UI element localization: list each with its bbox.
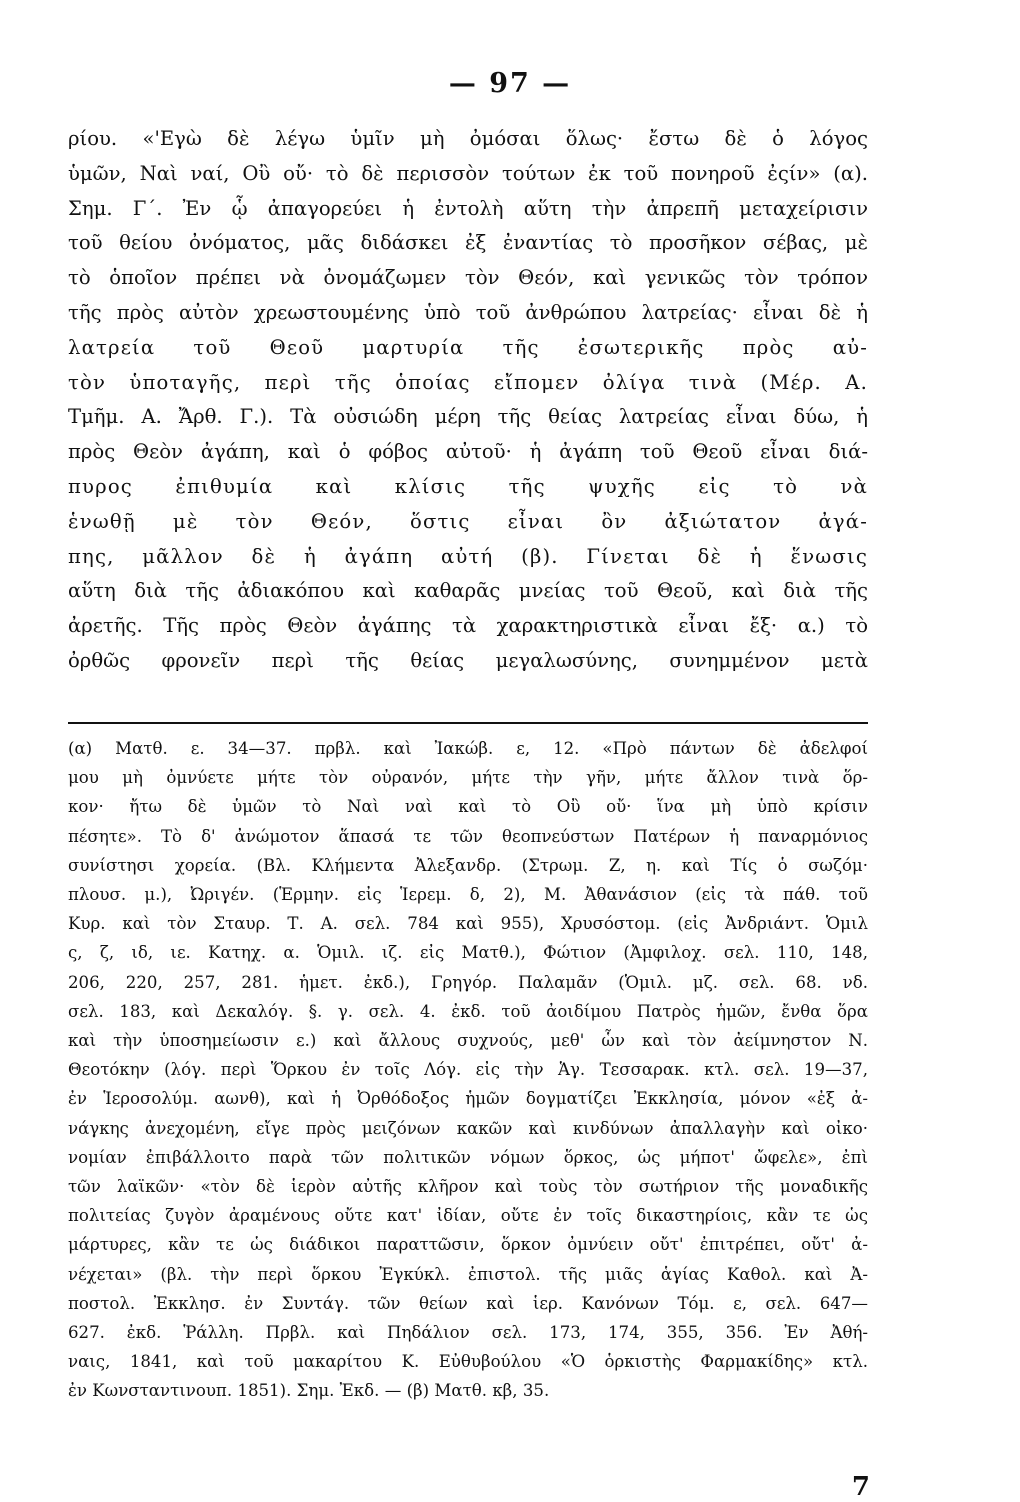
main-text-body — [68, 122, 868, 679]
footnote-line: 206, 220, 257, 281. ἡμετ. ἐκδ.), Γρηγόρ. Παλαμᾶν (Ὁμιλ. μζ. σελ. 68. νδ. — [68, 972, 868, 992]
page-number: — 97 — — [448, 68, 572, 99]
text-line: τῆς πρὸς αὐτὸν χρεωστουμένης ὑπὸ τοῦ ἀνθρώπου λατρείας· εἶναι δὲ ἡ — [68, 300, 868, 324]
footnote-divider — [68, 722, 868, 724]
footnote-line: Κυρ. καὶ τὸν Σταυρ. Τ. Α. σελ. 784 καὶ 955), Χρυσόστομ. (εἰς Ἀνδριάντ. Ὁμιλ — [68, 914, 868, 934]
signature-mark: 7 — [851, 1472, 870, 1502]
footnote-line: 627. ἐκδ. Ῥάλλη. Πρβλ. καὶ Πηδάλιον σελ. 173, 174, 355, 356. Ἐν Ἀθή- — [68, 1323, 868, 1343]
footnote-line: Θεοτόκην (λόγ. περὶ Ὅρκου ἐν τοῖς Λόγ. εἰς τὴν Ἁγ. Τεσσαρακ. κτλ. σελ. 19—37, — [68, 1060, 868, 1080]
text-line: πυρος ἐπιθυμία καὶ κλίσις τῆς ψυχῆς εἰς τὸ νὰ — [68, 474, 868, 498]
text-line: ρίου. «'Εγὼ δὲ λέγω ὑμῖν μὴ ὀμόσαι ὅλως· ἔστω δὲ ὁ λόγος — [68, 127, 868, 150]
footnote-line: κον· ἤτω δὲ ὑμῶν τὸ Ναὶ ναὶ καὶ τὸ Οὒ οὔ· ἵνα μὴ ὑπὸ κρίσιν — [68, 797, 868, 817]
text-line: λατρεία τοῦ Θεοῦ μαρτυρία τῆς ἐσωτερικῆς πρὸς αὐ- — [68, 335, 868, 359]
footnote-line: τῶν λαϊκῶν· «τὸν δὲ ἱερὸν αὐτῆς κλῆρον καὶ τοὺς τὸν σωτήριον τῆς μοναδικῆς — [68, 1177, 868, 1197]
footnote-line: νομίαν ἐπιβάλλοιτο παρὰ τῶν πολιτικῶν νόμων ὅρκος, ὡς μήποτ' ὤφελε», ἐπὶ — [68, 1147, 868, 1167]
footnote-line: ποστολ. Ἐκκλησ. ἐν Συντάγ. τῶν θείων καὶ ἱερ. Κανόνων Τόμ. ε, σελ. 647— — [68, 1293, 868, 1313]
footnote-line: νάγκης ἀνεχομένη, εἴγε πρὸς μειζόνων κακῶν καὶ κινδύνων ἀπαλλαγὴν καὶ οἰκο· — [68, 1118, 868, 1138]
footnote-line: πέσητε». Τὸ δ' ἀνώμοτον ἅπασά τε τῶν θεοπνεύστων Πατέρων ἡ παναρμόνιος — [68, 826, 868, 846]
text-line: αὕτη διὰ τῆς ἀδιακόπου καὶ καθαρᾶς μνείας τοῦ Θεοῦ, καὶ διὰ τῆς — [68, 579, 868, 603]
text-line: τὸ ὁποῖον πρέπει νὰ ὀνομάζωμεν τὸν Θεόν, καὶ γενικῶς τὸν τρόπον — [68, 266, 868, 290]
footnote-line: ναις, 1841, καὶ τοῦ μακαρίτου Κ. Εὐθυβούλου «Ὁ ὁρκιστὴς Φαρμακίδης» κτλ. — [68, 1352, 868, 1372]
text-line: Τμῆμ. Α. Ἄρθ. Γ.). Τὰ οὐσιώδη μέρη τῆς θείας λατρείας εἶναι δύω, ἡ — [68, 405, 868, 429]
text-line: ἑνωθῇ μὲ τὸν Θεόν, ὅστις εἶναι ὂν ἀξιώτατον ἀγά- — [68, 509, 868, 533]
text-line: πρὸς Θεὸν ἀγάπη, καὶ ὁ φόβος αὐτοῦ· ἡ ἀγάπη τοῦ Θεοῦ εἶναι διά- — [68, 440, 868, 464]
footnote-line: μάρτυρες, κἂν τε ὡς διάδικοι παραττῶσιν, ὅρκον ὀμνύειν οὔτ' ἐπιτρέπει, οὔτ' ἀ- — [68, 1235, 868, 1255]
footnote-line: πλουσ. μ.), Ὠριγέν. (Ἑρμην. εἰς Ἱερεμ. δ, 2), Μ. Ἀθανάσιον (εἰς τὰ πάθ. τοῦ — [68, 885, 868, 905]
footnote-line: (α) Ματθ. ε. 34—37. πρβλ. καὶ Ἰακώβ. ε, 12. «Πρὸ πάντων δὲ ἀδελφοί — [68, 739, 868, 758]
text-line: ἀρετῆς. Τῆς πρὸς Θεὸν ἀγάπης τὰ χαρακτηριστικὰ εἶναι ἔξ· α.) τὸ — [68, 614, 868, 638]
footnote-line: νέχεται» (βλ. τὴν περὶ ὅρκου Ἐγκύκλ. ἐπιστολ. τῆς μιᾶς ἁγίας Καθολ. καὶ Ἀ- — [68, 1264, 868, 1284]
text-line: ὀρθῶς φρονεῖν περὶ τῆς θείας μεγαλωσύνης, συνημμένον μετὰ — [68, 648, 868, 672]
footnotes — [68, 734, 868, 1406]
footnote-line: καὶ τὴν ὑποσημείωσιν ε.) καὶ ἄλλους συχνούς, μεθ' ὧν καὶ τὸν ἀείμνηστον Ν. — [68, 1031, 868, 1051]
text-line: πης, μᾶλλον δὲ ἡ ἀγάπη αὐτή (β). Γίνεται δὲ ἡ ἕνωσις — [68, 544, 868, 568]
footnote-line: μου μὴ ὀμνύετε μήτε τὸν οὐρανόν, μήτε τὴν γῆν, μήτε ἄλλον τινὰ ὅρ- — [68, 768, 868, 788]
text-line: Σημ. Γ΄. Ἐν ᾧ ἀπαγορεύει ἡ ἐντολὴ αὕτη τὴν ἀπρεπῆ μεταχείρισιν — [68, 196, 868, 220]
footnote-line: συνίστησι χορεία. (Βλ. Κλήμεντα Ἀλεξανδρ. (Στρωμ. Ζ, η. καὶ Τίς ὁ σωζόμ· — [68, 855, 868, 875]
footnote-line: πολιτείας ζυγὸν ἀραμένους οὔτε κατ' ἰδίαν, οὔτε ἐν τοῖς δικαστηρίοις, κἂν τε ὡς — [68, 1206, 868, 1226]
text-line: τοῦ θείου ὀνόματος, μᾶς διδάσκει ἐξ ἐναντίας τὸ προσῆκον σέβας, μὲ — [68, 231, 868, 255]
footnote-line: σελ. 183, καὶ Δεκαλόγ. §. γ. σελ. 4. ἐκδ. τοῦ ἀοιδίμου Πατρὸς ἡμῶν, ἔνθα ὅρα — [68, 1001, 868, 1021]
text-line: τὸν ὑποταγῆς, περὶ τῆς ὁποίας εἴπομεν ὀλίγα τινὰ (Μέρ. Α. — [68, 370, 868, 394]
footnote-line: ς, ζ, ιδ, ιε. Κατηχ. α. Ὁμιλ. ιζ. εἰς Ματθ.), Φώτιον (Ἀμφιλοχ. σελ. 110, 148, — [68, 943, 868, 963]
text-line: ὑμῶν, Ναὶ ναί, Οὒ οὔ· τὸ δὲ περισσὸν τούτων ἐκ τοῦ πονηροῦ ἐςίν» (α). — [68, 161, 868, 185]
footnote-line: ἐν Κωνσταντινουπ. 1851). Σημ. Ἐκδ. — (β) Ματθ. κβ, 35. — [68, 1381, 550, 1401]
footnote-line: ἐν Ἱεροσολύμ. αωνθ), καὶ ἡ Ὀρθόδοξος ἡμῶν δογματίζει Ἐκκλησία, μόνον «ἐξ ἀ- — [68, 1089, 868, 1109]
